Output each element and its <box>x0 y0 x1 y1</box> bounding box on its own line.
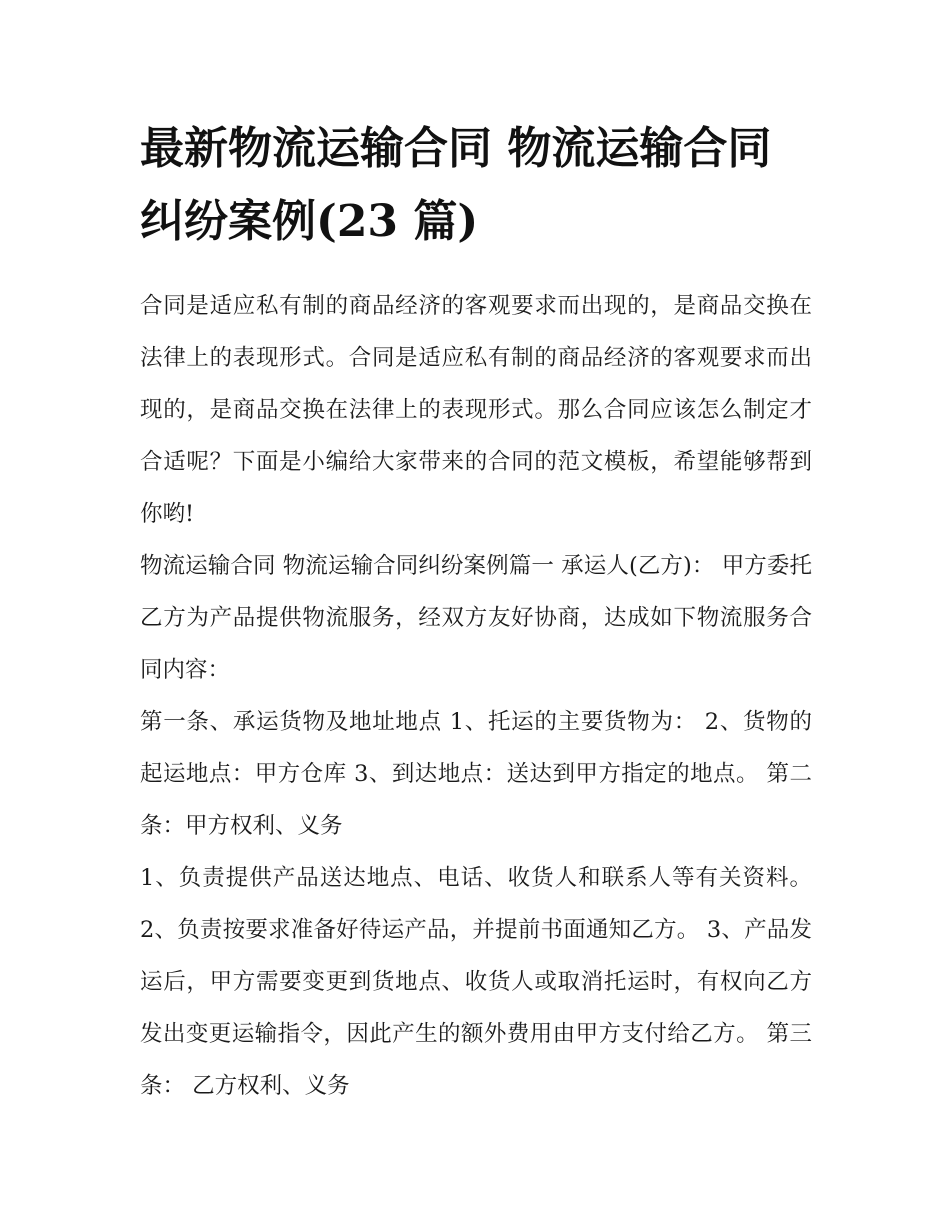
document-title: 最新物流运输合同 物流运输合同纠纷案例(23 篇) <box>140 123 772 247</box>
paragraph-party-a-duties: 1、负责提供产品送达地点、电话、收货人和联系人等有关资料。 2、负责按要求准备好待运产品，并提前书面通知乙方。 3、产品发运后，甲方需要变更到货地点、收货人或取消托运时，有权向乙方发出变更运输指令，因此产生的额外费用由甲方支付给乙方。 第三条： 乙方权利、义务 <box>140 865 812 1099</box>
paragraph-article-one: 第一条、承运货物及地址地点 1、托运的主要货物为： 2、货物的起运地点：甲方仓库 3、到达地点：送达到甲方指定的地点。 第二条：甲方权利、义务 <box>140 709 812 839</box>
paragraph-intro: 合同是适应私有制的商品经济的客观要求而出现的，是商品交换在法律上的表现形式。合同是适应私有制的商品经济的客观要求而出现的，是商品交换在法律上的表现形式。那么合同应该怎么制定才合适呢？下面是小编给大家带来的合同的范文模板，希望能够帮到你哟! <box>140 293 812 527</box>
paragraph-contract-parties: 物流运输合同 物流运输合同纠纷案例篇一 承运人(乙方)： 甲方委托乙方为产品提供物流服务，经双方友好协商，达成如下物流服务合同内容： <box>140 553 812 683</box>
document-body <box>140 112 812 1112</box>
